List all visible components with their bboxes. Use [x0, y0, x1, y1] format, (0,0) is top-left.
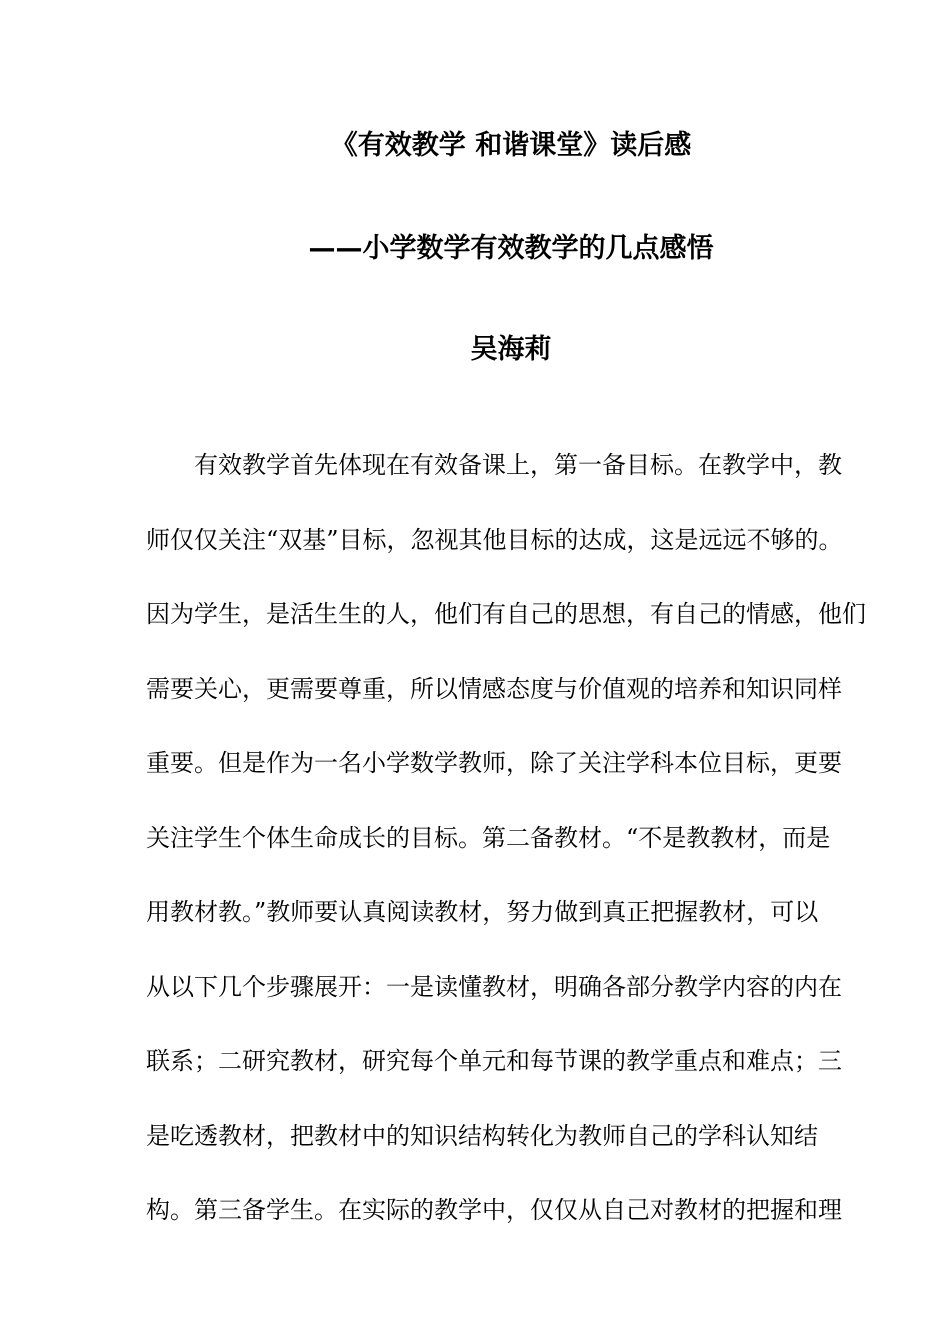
- body-line: 有效教学首先体现在有效备课上，第一备目标。在教学中，教: [194, 451, 842, 479]
- body-line: 是吃透教材，把教材中的知识结构转化为教师自己的学科认知结: [146, 1121, 818, 1150]
- body-line: 用教材教。”教师要认真阅读教材，努力做到真正把握教材，可以: [146, 898, 819, 926]
- body-line: 构。第三备学生。在实际的教学中，仅仅从自己对教材的把握和理: [146, 1196, 842, 1224]
- body-line: 从以下几个步骤展开：一是读懂教材，明确各部分教学内容的内在: [146, 972, 842, 1001]
- document-author: 吴海莉: [470, 334, 552, 365]
- body-line: 关注学生个体生命成长的目标。第二备教材。“不是教教材，而是: [146, 823, 831, 852]
- body-line: 联系；二研究教材，研究每个单元和每节课的教学重点和难点；三: [146, 1047, 842, 1075]
- body-line: 重要。但是作为一名小学数学教师，除了关注学科本位目标，更要: [146, 749, 842, 777]
- document-title: 《有效教学 和谐课堂》读后感: [330, 130, 692, 161]
- body-paragraph: [146, 428, 888, 1248]
- body-line: 因为学生，是活生生的人，他们有自己的思想，有自己的情感，他们: [146, 600, 866, 628]
- body-line: 师仅仅关注“双基”目标，忽视其他目标的达成，这是远远不够的。: [146, 525, 843, 554]
- body-line: 需要关心，更需要尊重，所以情感态度与价值观的培养和知识同样: [146, 674, 842, 703]
- document-subtitle: ——小学数学有效教学的几点感悟: [308, 233, 714, 264]
